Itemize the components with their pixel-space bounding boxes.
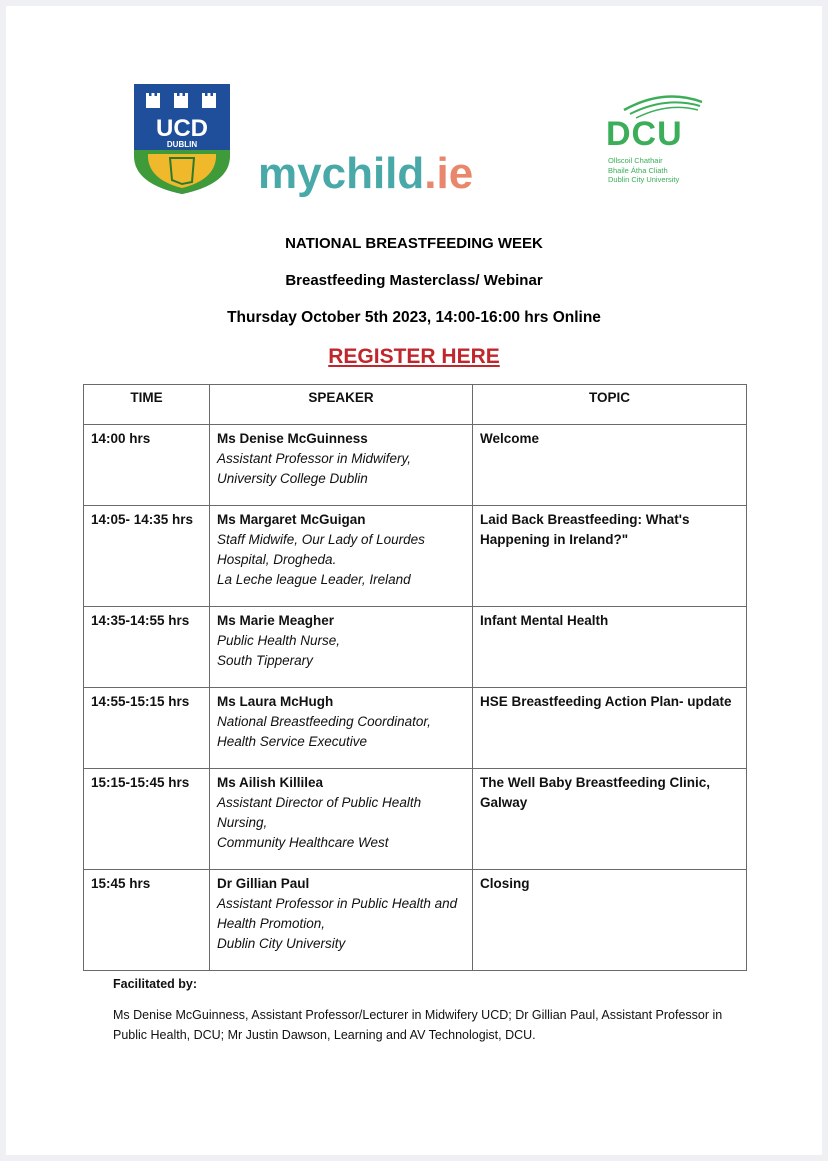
speaker-cell xyxy=(210,425,473,506)
speaker-org: Dublin City University xyxy=(217,936,346,951)
mychild-logo: mychild.ie xyxy=(258,149,474,198)
speaker-org: South Tipperary xyxy=(217,653,313,668)
dcu-logo-text: DCU xyxy=(606,115,683,153)
table-row xyxy=(84,870,747,971)
column-header-speaker: SPEAKER xyxy=(210,385,473,425)
speaker-name: Ms Ailish Killilea xyxy=(217,775,324,790)
time-cell: 15:15-15:45 hrs xyxy=(84,769,210,870)
column-header-topic: TOPIC xyxy=(473,385,747,425)
speaker-org: Health Service Executive xyxy=(217,734,368,749)
speaker-name: Dr Gillian Paul xyxy=(217,876,310,891)
speaker-role: National Breastfeeding Coordinator, xyxy=(217,714,431,729)
ucd-logo xyxy=(134,84,230,194)
topic-cell: Welcome xyxy=(473,425,747,506)
speaker-name: Ms Marie Meagher xyxy=(217,613,335,628)
speaker-role: Assistant Director of Public Health Nursing, xyxy=(217,795,422,830)
topic-cell: Infant Mental Health xyxy=(473,607,747,688)
table-row xyxy=(84,425,747,506)
speaker-cell xyxy=(210,870,473,971)
time-cell: 15:45 hrs xyxy=(84,870,210,971)
speaker-name: Ms Margaret McGuigan xyxy=(217,512,366,527)
time-cell: 14:05- 14:35 hrs xyxy=(84,506,210,607)
time-cell: 14:55-15:15 hrs xyxy=(84,688,210,769)
svg-text:DUBLIN: DUBLIN xyxy=(166,140,198,149)
svg-text:UCD: UCD xyxy=(156,115,208,142)
dcu-logo-subtitle: Ollscoil Chathair Bhaile Átha Cliath Dublin City University xyxy=(608,156,680,184)
topic-cell: Laid Back Breastfeeding: What's Happening in Ireland?" xyxy=(473,506,747,607)
table-row xyxy=(84,607,747,688)
speaker-org: Community Healthcare West xyxy=(217,835,389,850)
topic-cell: HSE Breastfeeding Action Plan- update xyxy=(473,688,747,769)
speaker-cell xyxy=(210,506,473,607)
register-link[interactable]: REGISTER HERE xyxy=(328,345,500,368)
agenda-table xyxy=(83,384,747,971)
speaker-role: Public Health Nurse, xyxy=(217,633,341,648)
speaker-cell xyxy=(210,769,473,870)
speaker-cell xyxy=(210,607,473,688)
speaker-org: La Leche league Leader, Ireland xyxy=(217,572,411,587)
time-cell: 14:35-14:55 hrs xyxy=(84,607,210,688)
speaker-name: Ms Denise McGuinness xyxy=(217,431,368,446)
column-header-time: TIME xyxy=(84,385,210,425)
speaker-role: Assistant Professor in Public Health and Health Promotion, xyxy=(217,896,458,931)
event-date: Thursday October 5th 2023, 14:00-16:00 hrs Online xyxy=(227,309,601,326)
topic-cell: Closing xyxy=(473,870,747,971)
time-cell: 14:00 hrs xyxy=(84,425,210,506)
speaker-org: University College Dublin xyxy=(217,471,368,486)
speaker-role: Staff Midwife, Our Lady of Lourdes Hospital, Drogheda. xyxy=(217,532,425,567)
table-row xyxy=(84,688,747,769)
speaker-cell xyxy=(210,688,473,769)
facilitated-by-label: Facilitated by: xyxy=(113,977,198,991)
speaker-role: Assistant Professor in Midwifery, xyxy=(217,451,412,466)
event-title: NATIONAL BREASTFEEDING WEEK xyxy=(285,235,543,252)
event-subtitle: Breastfeeding Masterclass/ Webinar xyxy=(285,272,543,289)
table-header-row xyxy=(84,385,747,425)
facilitated-by-text: Ms Denise McGuinness, Assistant Professor/Lecturer in Midwifery UCD; Dr Gillian Paul, Assistant Professor in Public Health, DCU; Mr Justin Dawson, Learning and AV Technologist, DCU. xyxy=(113,1008,723,1042)
table-row xyxy=(84,506,747,607)
topic-cell: The Well Baby Breastfeeding Clinic, Galway xyxy=(473,769,747,870)
table-row xyxy=(84,769,747,870)
speaker-name: Ms Laura McHugh xyxy=(217,694,334,709)
